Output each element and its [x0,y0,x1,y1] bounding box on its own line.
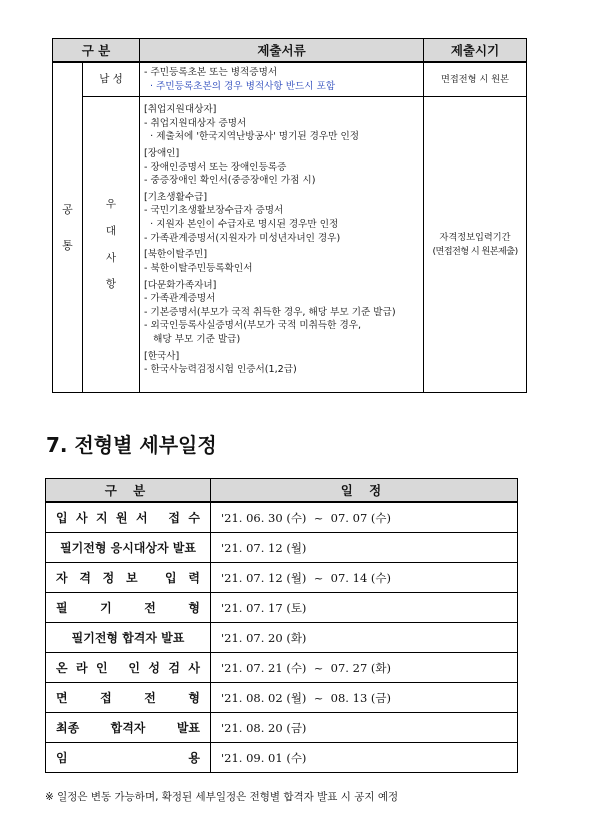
doc-line: - 주민등록초본 또는 병적증명서 [144,67,278,78]
table-header-row [53,39,527,63]
schedule-stage-label: 온 라 인 인 성 검 사 [46,653,211,683]
preferential-label: 우 대 사 항 [83,97,140,393]
common-label: 공 통 [53,62,83,393]
table-row [46,623,518,653]
schedule-date: '21. 07. 12 (월) [211,533,518,563]
group-veterans: [취업지원대상자] - 취업지원대상자 증명서 · 제출처에 '한국지역난방공사' 명기된 경우만 인정 [144,104,360,143]
schedule-stage-label: 면 접 전 형 [46,683,211,713]
preferential-docs [140,97,424,393]
schedule-date: '21. 07. 20 (화) [211,623,518,653]
schedule-stage-label: 필기전형 응시대상자 발표 [46,533,211,563]
schedule-stage-label: 필기전형 합격자 발표 [46,623,211,653]
schedule-stage-label: 임 용 [46,743,211,773]
table-row [46,533,518,563]
schedule-stage-label: 필 기 전 형 [46,593,211,623]
group-korean-history: [한국사] - 한국사능력검정시험 인증서(1,2급) [144,350,297,376]
schedule-date: '21. 08. 02 (월) ~ 08. 13 (금) [211,683,518,713]
doc-line-note: · 주민등록초본의 경우 병적사항 반드시 포함 [150,80,336,92]
schedule-date: '21. 08. 20 (금) [211,713,518,743]
table-row-preferential [53,97,527,393]
schedule-stage-label: 입 사 지 원 서 접 수 [46,502,211,533]
table-header-row [46,479,518,503]
header-timing: 제출시기 [424,39,527,63]
schedule-date: '21. 06. 30 (수) ~ 07. 07 (수) [211,502,518,533]
schedule-table [45,478,518,773]
header-category: 구 분 [53,39,140,63]
male-time: 면접전형 시 원본 [424,62,527,97]
table-row [46,502,518,533]
table-row [46,563,518,593]
schedule-note: ※ 일정은 변동 가능하며, 확정된 세부일정은 전형별 합격자 발표 시 공지 예정 [45,791,399,803]
male-label: 남 성 [83,62,140,97]
preferential-time: 자격정보입력기간 (면접전형 시 원본제출) [424,97,527,393]
group-multicultural: [다문화가족자녀] - 가족관계증명서 - 기본증명서(부모가 국적 취득한 경우, 해당 부모 기준 발급) - 외국인등록사실증명서(부모가 국적 미취득한 경우, 해당 부모 기준 발급) [144,279,396,345]
male-docs [140,62,424,97]
table-row [46,743,518,773]
group-basic-living: [기초생활수급] - 국민기초생활보장수급자 증명서 · 지원자 본인이 수급자로 명시된 경우만 인정 - 가족관계증명서(지원자가 미성년자녀인 경우) [144,191,341,244]
table-row [46,653,518,683]
schedule-stage-label: 최종 합격자 발표 [46,713,211,743]
header-schedule: 일 정 [211,479,518,503]
table-row [46,593,518,623]
header-category: 구 분 [46,479,211,503]
group-disabled: [장애인] - 장애인증명서 또는 장애인등록증 - 중증장애인 확인서(중증장애인 가점 시) [144,148,316,187]
group-north-korean-defector: [북한이탈주민] - 북한이탈주민등록확인서 [144,249,253,274]
table-row [46,713,518,743]
header-documents: 제출서류 [140,39,424,63]
submission-documents-table [52,38,527,393]
schedule-date: '21. 07. 17 (토) [211,593,518,623]
schedule-date: '21. 07. 21 (수) ~ 07. 27 (화) [211,653,518,683]
schedule-stage-label: 자 격 정 보 입 력 [46,563,211,593]
table-row-male [53,62,527,97]
schedule-date: '21. 09. 01 (수) [211,743,518,773]
section-title: 7. 전형별 세부일정 [46,433,217,457]
table-row [46,683,518,713]
schedule-date: '21. 07. 12 (월) ~ 07. 14 (수) [211,563,518,593]
